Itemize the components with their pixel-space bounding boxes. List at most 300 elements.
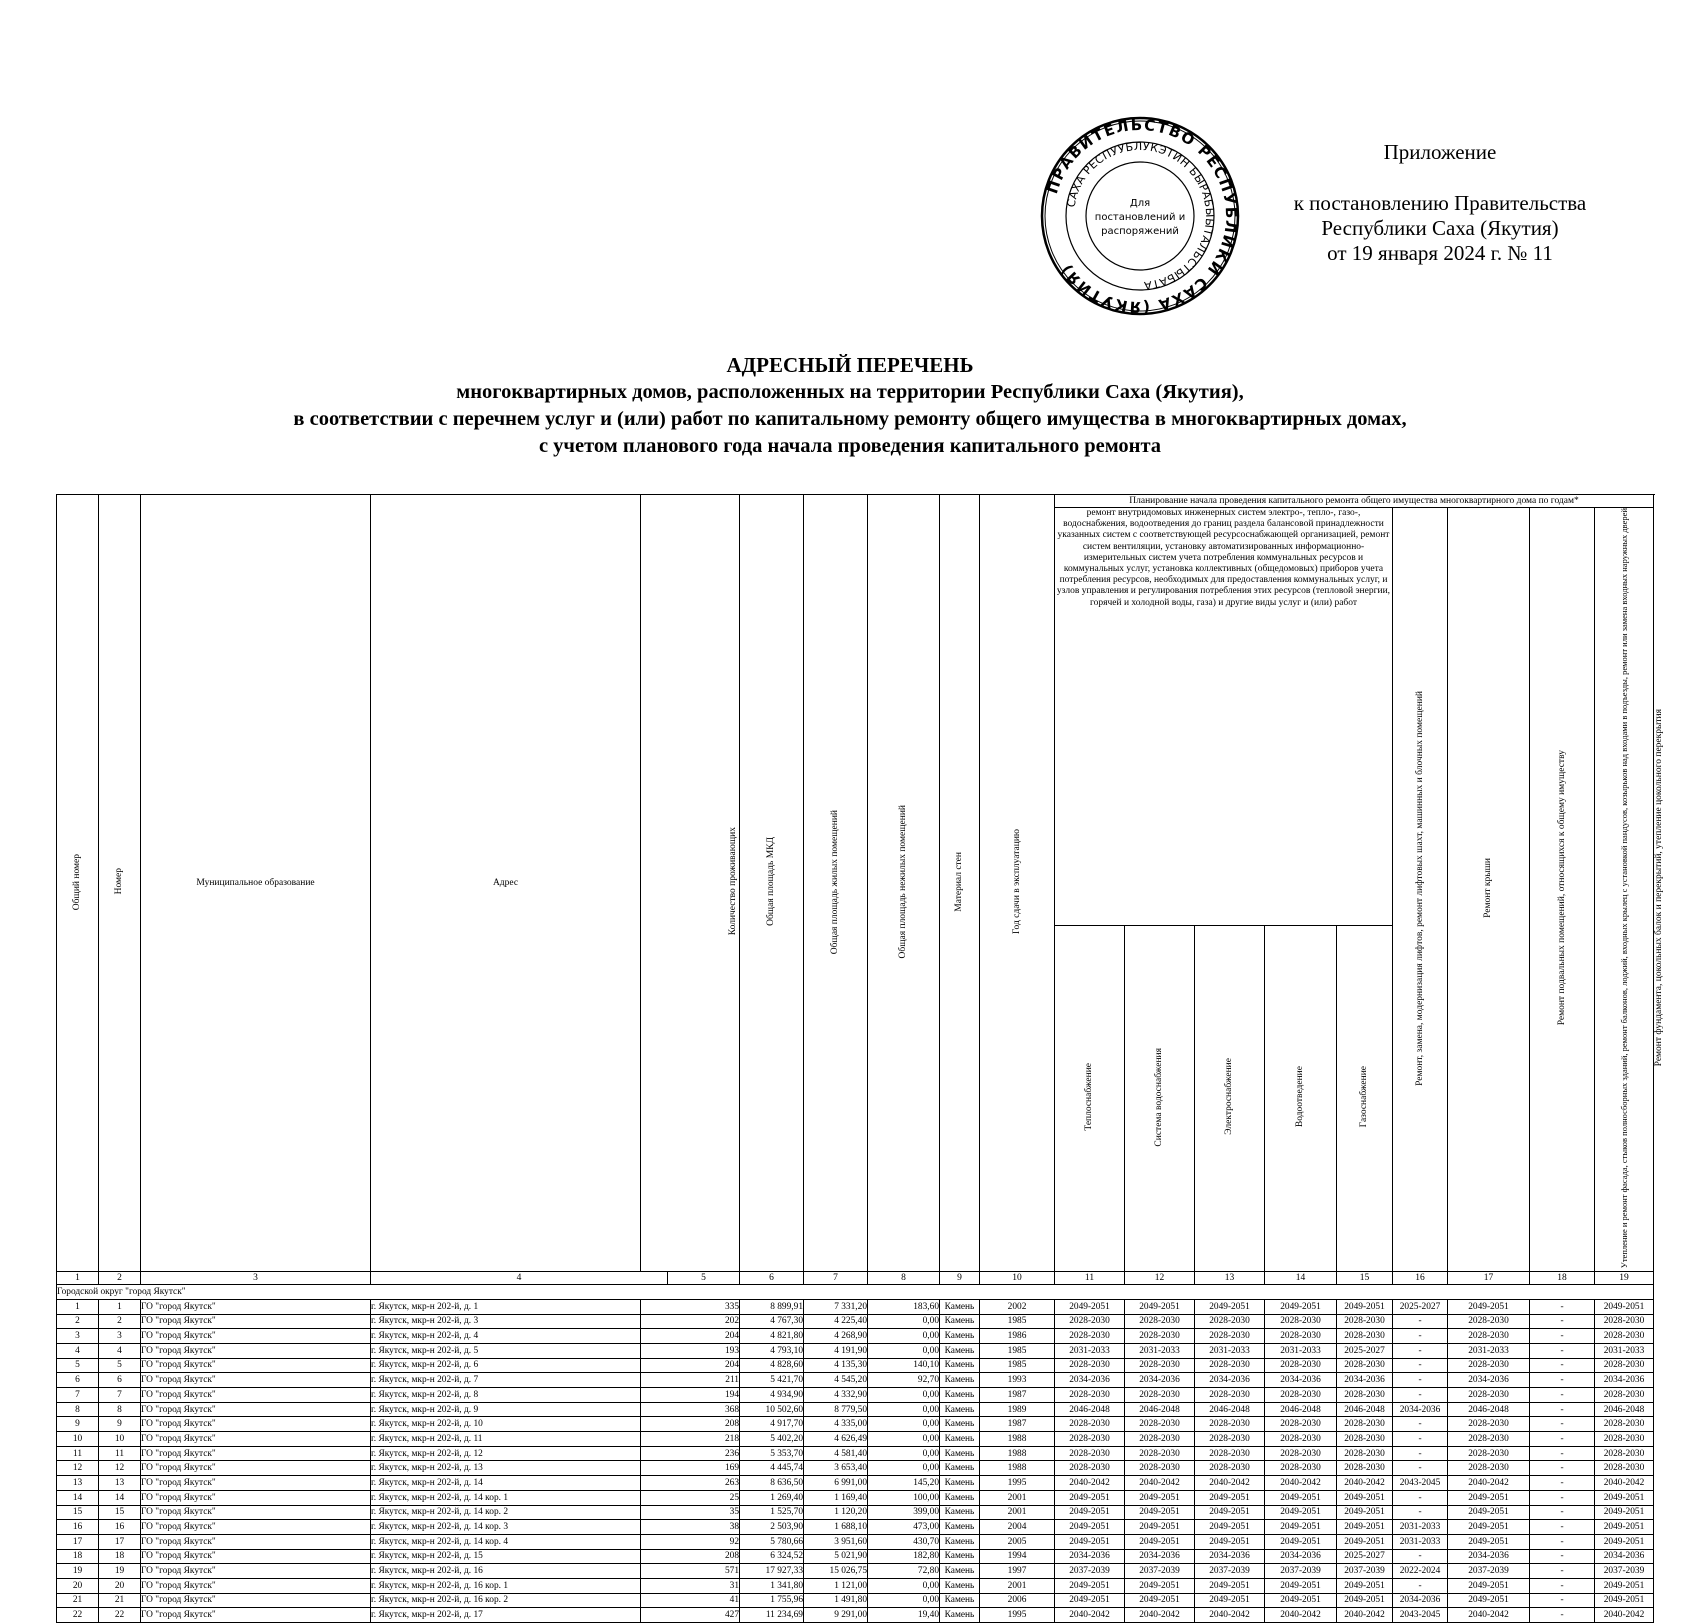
- general-no-cell: 13: [57, 1476, 99, 1491]
- wall-material-cell: Камень: [940, 1432, 980, 1447]
- heat-cell: 2049-2051: [1055, 1578, 1125, 1593]
- living-area-cell: 4 335,00: [804, 1417, 868, 1432]
- municipality-cell: ГО "город Якутск": [141, 1534, 371, 1549]
- basement-cell: -: [1530, 1417, 1595, 1432]
- wall-material-cell: Камень: [940, 1520, 980, 1535]
- heat-cell: 2031-2033: [1055, 1343, 1125, 1358]
- seal-inner-text: САХА РЕСПУУБЛУКЭТИН БЫРАБЫЫТАЛЬСТЫБАТА: [1064, 139, 1217, 292]
- total-area-cell: 4 917,70: [740, 1417, 804, 1432]
- group-label: Городской округ "город Якутск": [57, 1285, 1654, 1300]
- living-area-cell: 4 268,90: [804, 1329, 868, 1344]
- lifts-cell: -: [1393, 1505, 1448, 1520]
- total-area-cell: 2 503,90: [740, 1520, 804, 1535]
- basement-cell: -: [1530, 1373, 1595, 1388]
- lifts-cell: -: [1393, 1490, 1448, 1505]
- residents-cell: 263: [641, 1476, 740, 1491]
- general-no-cell: 5: [57, 1358, 99, 1373]
- wall-material-cell: Камень: [940, 1564, 980, 1579]
- total-area-cell: 4 793,10: [740, 1343, 804, 1358]
- address-cell: г. Якутск, мкр-н 202-й, д. 14 кор. 1: [371, 1490, 641, 1505]
- roof-cell: 2031-2033: [1448, 1343, 1530, 1358]
- heat-cell: 2028-2030: [1055, 1314, 1125, 1329]
- water-cell: 2034-2036: [1125, 1373, 1195, 1388]
- heat-cell: 2034-2036: [1055, 1373, 1125, 1388]
- roof-cell: 2040-2042: [1448, 1608, 1530, 1623]
- column-number-row: [57, 1272, 1654, 1285]
- address-cell: г. Якутск, мкр-н 202-й, д. 16 кор. 2: [371, 1593, 641, 1608]
- basement-cell: -: [1530, 1578, 1595, 1593]
- wall-material-cell: Камень: [940, 1446, 980, 1461]
- gas-cell: 2028-2030: [1337, 1446, 1393, 1461]
- year-cell: 1997: [980, 1564, 1055, 1579]
- residents-cell: 211: [641, 1373, 740, 1388]
- address-cell: г. Якутск, мкр-н 202-й, д. 1: [371, 1299, 641, 1314]
- col-header-municipality: Муниципальное образование: [141, 495, 371, 1272]
- wall-material-cell: Камень: [940, 1329, 980, 1344]
- municipality-cell: ГО "город Якутск": [141, 1476, 371, 1491]
- basement-cell: -: [1530, 1520, 1595, 1535]
- column-number: 2: [99, 1272, 141, 1285]
- nonliving-area-cell: 183,60: [868, 1299, 940, 1314]
- water-cell: 2028-2030: [1125, 1446, 1195, 1461]
- heat-cell: 2028-2030: [1055, 1417, 1125, 1432]
- appendix-block: [1230, 140, 1650, 266]
- basement-cell: -: [1530, 1314, 1595, 1329]
- facade-cell: 2028-2030: [1595, 1461, 1654, 1476]
- roof-cell: 2028-2030: [1448, 1358, 1530, 1373]
- municipality-cell: ГО "город Якутск": [141, 1490, 371, 1505]
- facade-cell: 2028-2030: [1595, 1432, 1654, 1447]
- basement-cell: -: [1530, 1329, 1595, 1344]
- water-cell: 2028-2030: [1125, 1314, 1195, 1329]
- electric-cell: 2049-2051: [1195, 1490, 1265, 1505]
- no-cell: 12: [99, 1461, 141, 1476]
- general-no-cell: 1: [57, 1299, 99, 1314]
- living-area-cell: 3 653,40: [804, 1461, 868, 1476]
- basement-cell: -: [1530, 1402, 1595, 1417]
- facade-cell: 2040-2042: [1595, 1608, 1654, 1623]
- address-cell: г. Якутск, мкр-н 202-й, д. 11: [371, 1432, 641, 1447]
- heat-cell: 2028-2030: [1055, 1432, 1125, 1447]
- water-cell: 2049-2051: [1125, 1578, 1195, 1593]
- residents-cell: 38: [641, 1520, 740, 1535]
- municipality-cell: ГО "город Якутск": [141, 1417, 371, 1432]
- basement-cell: -: [1530, 1388, 1595, 1403]
- living-area-cell: 7 331,20: [804, 1299, 868, 1314]
- gas-cell: 2049-2051: [1337, 1299, 1393, 1314]
- gas-cell: 2049-2051: [1337, 1505, 1393, 1520]
- roof-cell: 2049-2051: [1448, 1299, 1530, 1314]
- table-row: [57, 1490, 1654, 1505]
- lifts-cell: -: [1393, 1314, 1448, 1329]
- gas-cell: 2049-2051: [1337, 1534, 1393, 1549]
- col-header-basement: Ремонт подвальных помещений, относящихся к общему имуществу: [1530, 508, 1595, 1272]
- column-number: 3: [141, 1272, 371, 1285]
- wall-material-cell: Камень: [940, 1417, 980, 1432]
- living-area-cell: 9 291,00: [804, 1608, 868, 1623]
- table-row: [57, 1373, 1654, 1388]
- residents-cell: 193: [641, 1343, 740, 1358]
- heat-cell: 2040-2042: [1055, 1476, 1125, 1491]
- no-cell: 3: [99, 1329, 141, 1344]
- basement-cell: -: [1530, 1534, 1595, 1549]
- water-cell: 2028-2030: [1125, 1358, 1195, 1373]
- facade-cell: 2031-2033: [1595, 1343, 1654, 1358]
- municipality-cell: ГО "город Якутск": [141, 1329, 371, 1344]
- wall-material-cell: Камень: [940, 1461, 980, 1476]
- table-row: [57, 1432, 1654, 1447]
- facade-cell: 2049-2051: [1595, 1299, 1654, 1314]
- address-register-table: Общий номер Номер Муниципальное образование Адрес Количество проживающих Общая площадь МКД Общая площадь жилых помещений Общая площадь нежилых помещений Материал стен Год сдачи в эксплуатацию Планирование начала проведения капитального ремонта общего имущества многоквартирного дома по годам* ремонт внутридомовых инженерных систем электро-, тепло-, газо-, водоснабжения, водоотведения до границ раздела балансовой принадлежности указанных систем с соответствующей ресурсоснабжающей организацией, ремонт систем вентиляции, установку автоматизированных информационно-измерительных систем учета потребления коммунальных ресурсов и коммунальных услуг, установка коллективных (общедомовых) приборов учета потребления ресурсов, необходимых для предоставления коммунальных услуг, и узлов управления и регулирования потребления этих ресурсов (тепловой энергии, горячей и холодной воды, газа) и другие виды услуг и (или) работ Ремонт, замена, модернизация лифтов, ремонт лифтовых шахт, машинных и блочных помещений Ремонт крыши Ремонт подвальных помещений, относящихся к общему имуществу Утепление и ремонт фасада, стыков полносборных зданий, ремонт балконов, лоджий, входных крылец с установкой пандусов, козырьков над входами в подъезды, ремонт или замена входных наружных дверей Ремонт фундамента, цокольных балок и перекрытий, утепление цокольного перекрытия Теплоснабжение Система водоснабжения Электроснабжение Водоотведение Газоснабжение 1 2 3 4 5 6 7 8 9 10 11 12 13 14 15 16 17 18 19 Городской округ "город Якутск" 1 1 ГО "город Якутск" г. Якутск, мкр-н 202-й, д. 1 335 8 899,91 7 331,20 183,60 Камень 2002 2049-2051 2049-2051 2049-2051 2049-2051 2049-2051 2025-2027 2049-2051 - 2049-2051 2 2 ГО "город Якутск" г. Якутск, мкр-н 202-й, д. 3 202 4 767,30 4 225,40 0,00 Камень 1985 2028-2030 2028-2030 2028-2030 2028-2030 2028-2030 - 2028-2030 - 2028-2030 3 3 ГО "город Якутск" г. Якутск, мкр-н 202-й, д. 4 204 4 821,80 4 268,90 0,00 Камень 1986 2028-2030 2028-2030 2028-2030 2028-2030 2028-2030 - 2028-2030 - 2028-2030 4 4 ГО "город Якутск" г. Якутск, мкр-н 202-й, д. 5 193 4 793,10 4 191,90 0,00 Камень 1985 2031-2033 2031-2033 2031-2033 2031-2033 2025-2027 - 2031-2033 - 2031-2033 5 5 ГО "город Якутск" г. Якутск, мкр-н 202-й, д. 6 204 4 828,60 4 135,30 140,10 Камень 1985 2028-2030 2028-2030 2028-2030 2028-2030 2028-2030 - 2028-2030 - 2028-2030 6 6 ГО "город Якутск" г. Якутск, мкр-н 202-й, д. 7 211 5 421,70 4 545,20 92,70 Камень 1993 2034-2036 2034-2036 2034-2036 2034-2036 2034-2036 - 2034-2036 - 2034-2036 7 7 ГО "город Якутск" г. Якутск, мкр-н 202-й, д. 8 194 4 934,90 4 332,90 0,00 Камень 1987 2028-2030 2028-2030 2028-2030 2028-2030 2028-2030 - 2028-2030 - 2028-2030 8 8 ГО "город Якутск" г. Якутск, мкр-н 202-й, д. 9 368 10 502,60 8 779,50 0,00 Камень 1989 2046-2048 2046-2048 2046-2048 2046-2048 2046-2048 2034-2036 2046-2048 - 2046-2048 9 9 ГО "город Якутск" г. Якутск, мкр-н 202-й, д. 10 208 4 917,70 4 335,00 0,00 Камень 1987 2028-2030 2028-2030 2028-2030 2028-2030 2028-2030 - 2028-2030 - 2028-2030 10 10 ГО "город Якутск" г. Якутск, мкр-н 202-й, д. 11 218 5 402,20 4 626,49 0,00 Камень 1988 2028-2030 2028-2030 2028-2030 2028-2030 2028-2030 - 2028-2030 - 2028-2030 11 11 ГО "город Якутск" г. Якутск, мкр-н 202-й, д. 12 236 5 353,70 4 581,40 0,00 Камень 1988 2028-2030 2028-2030 2028-2030 2028-2030 2028-2030 - 2028-2030 - 2028-2030 12 12 ГО "город Якутск" г. Якутск, мкр-н 202-й, д. 13 169 4 445,74 3 653,40 0,00 Камень 1988 2028-2030 2028-2030 2028-2030 2028-2030 2028-2030 - 2028-2030 - 2028-2030 13 13 ГО "город Якутск" г. Якутск, мкр-н 202-й, д. 14 263 8 636,50 6 991,00 145,20 Камень 1995 2040-2042 2040-2042 2040-2042 2040-2042 2040-2042 2043-2045 2040-2042 - 2040-2042 14 14 ГО "город Якутск" г. Якутск, мкр-н 202-й, д. 14 кор. 1 25 1 269,40 1 169,40 100,00 Камень 2001 2049-2051 2049-2051 2049-2051 2049-2051 2049-2051 - 2049-2051 - 2049-2051 15 15 ГО "город Якутск" г. Якутск, мкр-н 202-й, д. 14 кор. 2 35 1 525,70 1 120,20 399,00 Камень 2001 2049-2051 2049-2051 2049-2051 2049-2051 2049-2051 - 2049-2051 - 2049-2051 16 16 ГО "город Якутск" г. Якутск, мкр-н 202-й, д. 14 кор. 3 38 2 503,90 1 688,10 473,00 Камень 2004 2049-2051 2049-2051 2049-2051 2049-2051 2049-2051 2031-2033 2049-2051 - 2049-2051 17 17 ГО "город Якутск" г. Якутск, мкр-н 202-й, д. 14 кор. 4 92 5 780,66 3 951,60 430,70 Камень 2005 2049-2051 2049-2051 2049-2051 2049-2051 2049-2051 2031-2033 2049-2051 - 2049-2051 18 18 ГО "город Якутск" г. Якутск, мкр-н 202-й, д. 15 208 6 324,52 5 021,90 182,80 Камень 1994 2034-2036 2034-2036 2034-2036 2034-2036 2025-2027 - 2034-2036 - 2034-2036 19 19 ГО "город Якутск" г. Якутск, мкр-н 202-й, д. 16 571 17 927,33 15 026,75 72,80 Камень 1997 2037-2039 2037-2039 2037-2039 2037-2039 2037-2039 2022-2024 2037-2039 - 2037-2039 20 20 ГО "город Якутск" г. Якутск, мкр-н 202-й, д. 16 кор. 1 31 1 341,80 1 121,00 0,00 Камень 2001 2049-2051 2049-2051 2049-2051 2049-2051 2049-2051 - 2049-2051 - 2049-2051 21 21 ГО "город Якутск" г. Якутск, мкр-н 202-й, д. 16 кор. 2 41 1 755,96 1 491,80 0,00 Камень 2006 2049-2051 2049-2051 2049-2051 2049-2051 2049-2051 2034-2036 2049-2051 - 2049-2051 22 22 ГО "город Якутск" г. Якутск, мкр-н 202-й, д. 17 427 11 234,69 9 291,00 19,40 Камень 1995 2040-2042 2040-2042 2040-2042 2040-2042 2040-2042 2043-2045 2040-2042 - 2040-2042: [56, 494, 1654, 1623]
- nonliving-area-cell: 19,40: [868, 1608, 940, 1623]
- residents-cell: 427: [641, 1608, 740, 1623]
- general-no-cell: 14: [57, 1490, 99, 1505]
- heat-cell: 2049-2051: [1055, 1520, 1125, 1535]
- municipality-cell: ГО "город Якутск": [141, 1373, 371, 1388]
- living-area-cell: 1 491,80: [804, 1593, 868, 1608]
- col-header-address: Адрес: [371, 495, 641, 1272]
- general-no-cell: 16: [57, 1520, 99, 1535]
- lifts-cell: 2043-2045: [1393, 1608, 1448, 1623]
- sewer-cell: 2028-2030: [1265, 1461, 1337, 1476]
- total-area-cell: 6 324,52: [740, 1549, 804, 1564]
- living-area-cell: 1 120,20: [804, 1505, 868, 1520]
- column-number: 14: [1265, 1272, 1337, 1285]
- wall-material-cell: Камень: [940, 1534, 980, 1549]
- electric-cell: 2040-2042: [1195, 1608, 1265, 1623]
- roof-cell: 2028-2030: [1448, 1432, 1530, 1447]
- nonliving-area-cell: 0,00: [868, 1314, 940, 1329]
- electric-cell: 2028-2030: [1195, 1446, 1265, 1461]
- no-cell: 4: [99, 1343, 141, 1358]
- nonliving-area-cell: 72,80: [868, 1564, 940, 1579]
- year-cell: 2001: [980, 1578, 1055, 1593]
- col-header-gas: Газоснабжение: [1337, 925, 1393, 1272]
- total-area-cell: 1 525,70: [740, 1505, 804, 1520]
- column-number: 17: [1448, 1272, 1530, 1285]
- general-no-cell: 8: [57, 1402, 99, 1417]
- municipality-cell: ГО "город Якутск": [141, 1402, 371, 1417]
- lifts-cell: 2031-2033: [1393, 1520, 1448, 1535]
- living-area-cell: 15 026,75: [804, 1564, 868, 1579]
- lifts-cell: -: [1393, 1329, 1448, 1344]
- no-cell: 22: [99, 1608, 141, 1623]
- year-cell: 1995: [980, 1476, 1055, 1491]
- col-header-water: Система водоснабжения: [1125, 925, 1195, 1272]
- residents-cell: 92: [641, 1534, 740, 1549]
- no-cell: 5: [99, 1358, 141, 1373]
- col-header-electric: Электроснабжение: [1195, 925, 1265, 1272]
- gas-cell: 2028-2030: [1337, 1329, 1393, 1344]
- address-cell: г. Якутск, мкр-н 202-й, д. 14 кор. 2: [371, 1505, 641, 1520]
- lifts-cell: -: [1393, 1343, 1448, 1358]
- no-cell: 18: [99, 1549, 141, 1564]
- lifts-cell: -: [1393, 1358, 1448, 1373]
- no-cell: 6: [99, 1373, 141, 1388]
- gas-cell: 2034-2036: [1337, 1373, 1393, 1388]
- table-row: [57, 1505, 1654, 1520]
- address-cell: г. Якутск, мкр-н 202-й, д. 4: [371, 1329, 641, 1344]
- gas-cell: 2028-2030: [1337, 1388, 1393, 1403]
- address-cell: г. Якутск, мкр-н 202-й, д. 13: [371, 1461, 641, 1476]
- electric-cell: 2028-2030: [1195, 1461, 1265, 1476]
- living-area-cell: 8 779,50: [804, 1402, 868, 1417]
- basement-cell: -: [1530, 1461, 1595, 1476]
- facade-cell: 2049-2051: [1595, 1578, 1654, 1593]
- table-row: [57, 1461, 1654, 1476]
- no-cell: 13: [99, 1476, 141, 1491]
- facade-cell: 2049-2051: [1595, 1520, 1654, 1535]
- water-cell: 2037-2039: [1125, 1564, 1195, 1579]
- address-cell: г. Якутск, мкр-н 202-й, д. 14 кор. 3: [371, 1520, 641, 1535]
- heat-cell: 2049-2051: [1055, 1593, 1125, 1608]
- roof-cell: 2049-2051: [1448, 1593, 1530, 1608]
- nonliving-area-cell: 0,00: [868, 1343, 940, 1358]
- table-row: [57, 1343, 1654, 1358]
- total-area-cell: 5 353,70: [740, 1446, 804, 1461]
- electric-cell: 2049-2051: [1195, 1520, 1265, 1535]
- year-cell: 2001: [980, 1505, 1055, 1520]
- table-row: [57, 1534, 1654, 1549]
- water-cell: 2028-2030: [1125, 1329, 1195, 1344]
- column-number: 9: [940, 1272, 980, 1285]
- water-cell: 2049-2051: [1125, 1534, 1195, 1549]
- address-cell: г. Якутск, мкр-н 202-й, д. 16 кор. 1: [371, 1578, 641, 1593]
- appendix-resolution: к постановлению Правительства: [1293, 191, 1587, 215]
- nonliving-area-cell: 0,00: [868, 1417, 940, 1432]
- table-row: [57, 1314, 1654, 1329]
- appendix-label: Приложение: [1383, 140, 1497, 164]
- gas-cell: 2040-2042: [1337, 1608, 1393, 1623]
- col-header-planning: Планирование начала проведения капитального ремонта общего имущества многоквартирного дома по годам*: [1055, 495, 1654, 508]
- no-cell: 11: [99, 1446, 141, 1461]
- electric-cell: 2028-2030: [1195, 1388, 1265, 1403]
- basement-cell: -: [1530, 1476, 1595, 1491]
- seal-center-line-3: распоряжений: [1101, 226, 1179, 237]
- column-number: 13: [1195, 1272, 1265, 1285]
- address-cell: г. Якутск, мкр-н 202-й, д. 16: [371, 1564, 641, 1579]
- col-header-general-no: Общий номер: [57, 495, 99, 1272]
- electric-cell: 2028-2030: [1195, 1314, 1265, 1329]
- roof-cell: 2049-2051: [1448, 1534, 1530, 1549]
- municipality-cell: ГО "город Якутск": [141, 1549, 371, 1564]
- table-row: [57, 1476, 1654, 1491]
- column-number: 5: [668, 1272, 740, 1285]
- facade-cell: 2037-2039: [1595, 1564, 1654, 1579]
- living-area-cell: 4 332,90: [804, 1388, 868, 1403]
- nonliving-area-cell: 0,00: [868, 1446, 940, 1461]
- address-cell: г. Якутск, мкр-н 202-й, д. 5: [371, 1343, 641, 1358]
- wall-material-cell: Камень: [940, 1490, 980, 1505]
- roof-cell: 2049-2051: [1448, 1578, 1530, 1593]
- sewer-cell: 2028-2030: [1265, 1446, 1337, 1461]
- lifts-cell: -: [1393, 1432, 1448, 1447]
- heat-cell: 2049-2051: [1055, 1534, 1125, 1549]
- table-row: [57, 1358, 1654, 1373]
- address-cell: г. Якутск, мкр-н 202-й, д. 15: [371, 1549, 641, 1564]
- roof-cell: 2040-2042: [1448, 1476, 1530, 1491]
- wall-material-cell: Камень: [940, 1608, 980, 1623]
- facade-cell: 2028-2030: [1595, 1388, 1654, 1403]
- general-no-cell: 15: [57, 1505, 99, 1520]
- nonliving-area-cell: 0,00: [868, 1578, 940, 1593]
- title-line-1: АДРЕСНЫЙ ПЕРЕЧЕНЬ: [726, 353, 974, 377]
- facade-cell: 2028-2030: [1595, 1417, 1654, 1432]
- heat-cell: 2028-2030: [1055, 1358, 1125, 1373]
- electric-cell: 2034-2036: [1195, 1549, 1265, 1564]
- residents-cell: 236: [641, 1446, 740, 1461]
- general-no-cell: 4: [57, 1343, 99, 1358]
- lifts-cell: 2025-2027: [1393, 1299, 1448, 1314]
- residents-cell: 31: [641, 1578, 740, 1593]
- table-row: [57, 1446, 1654, 1461]
- column-number: 8: [868, 1272, 940, 1285]
- roof-cell: 2046-2048: [1448, 1402, 1530, 1417]
- sewer-cell: 2049-2051: [1265, 1490, 1337, 1505]
- total-area-cell: 5 402,20: [740, 1432, 804, 1447]
- heat-cell: 2046-2048: [1055, 1402, 1125, 1417]
- electric-cell: 2049-2051: [1195, 1593, 1265, 1608]
- column-number: 18: [1530, 1272, 1595, 1285]
- nonliving-area-cell: 100,00: [868, 1490, 940, 1505]
- electric-cell: 2034-2036: [1195, 1373, 1265, 1388]
- living-area-cell: 4 545,20: [804, 1373, 868, 1388]
- gas-cell: 2049-2051: [1337, 1520, 1393, 1535]
- nonliving-area-cell: 92,70: [868, 1373, 940, 1388]
- water-cell: 2049-2051: [1125, 1299, 1195, 1314]
- municipality-cell: ГО "город Якутск": [141, 1578, 371, 1593]
- electric-cell: 2040-2042: [1195, 1476, 1265, 1491]
- table-row: [57, 1402, 1654, 1417]
- roof-cell: 2028-2030: [1448, 1417, 1530, 1432]
- table-row: [57, 1417, 1654, 1432]
- roof-cell: 2049-2051: [1448, 1490, 1530, 1505]
- heat-cell: 2028-2030: [1055, 1461, 1125, 1476]
- sewer-cell: 2049-2051: [1265, 1593, 1337, 1608]
- nonliving-area-cell: 182,80: [868, 1549, 940, 1564]
- electric-cell: 2031-2033: [1195, 1343, 1265, 1358]
- municipality-cell: ГО "город Якутск": [141, 1461, 371, 1476]
- gas-cell: 2025-2027: [1337, 1343, 1393, 1358]
- heat-cell: 2028-2030: [1055, 1446, 1125, 1461]
- general-no-cell: 17: [57, 1534, 99, 1549]
- roof-cell: 2028-2030: [1448, 1388, 1530, 1403]
- lifts-cell: 2031-2033: [1393, 1534, 1448, 1549]
- facade-cell: 2028-2030: [1595, 1314, 1654, 1329]
- appendix-republic: Республики Саха (Якутия): [1321, 216, 1559, 240]
- lifts-cell: 2034-2036: [1393, 1402, 1448, 1417]
- wall-material-cell: Камень: [940, 1402, 980, 1417]
- basement-cell: -: [1530, 1299, 1595, 1314]
- total-area-cell: 10 502,60: [740, 1402, 804, 1417]
- year-cell: 2006: [980, 1593, 1055, 1608]
- column-number: 11: [1055, 1272, 1125, 1285]
- basement-cell: -: [1530, 1564, 1595, 1579]
- no-cell: 2: [99, 1314, 141, 1329]
- electric-cell: 2046-2048: [1195, 1402, 1265, 1417]
- year-cell: 1985: [980, 1343, 1055, 1358]
- address-cell: г. Якутск, мкр-н 202-й, д. 10: [371, 1417, 641, 1432]
- roof-cell: 2034-2036: [1448, 1373, 1530, 1388]
- heat-cell: 2028-2030: [1055, 1329, 1125, 1344]
- official-seal: [1040, 116, 1240, 316]
- sewer-cell: 2049-2051: [1265, 1299, 1337, 1314]
- address-cell: г. Якутск, мкр-н 202-й, д. 8: [371, 1388, 641, 1403]
- sewer-cell: 2049-2051: [1265, 1534, 1337, 1549]
- facade-cell: 2046-2048: [1595, 1402, 1654, 1417]
- table-row: [57, 1578, 1654, 1593]
- column-number: 1: [57, 1272, 99, 1285]
- no-cell: 14: [99, 1490, 141, 1505]
- sewer-cell: 2049-2051: [1265, 1578, 1337, 1593]
- basement-cell: -: [1530, 1446, 1595, 1461]
- column-number: 19: [1595, 1272, 1654, 1285]
- living-area-cell: 4 191,90: [804, 1343, 868, 1358]
- roof-cell: 2028-2030: [1448, 1329, 1530, 1344]
- gas-cell: 2028-2030: [1337, 1461, 1393, 1476]
- total-area-cell: 8 899,91: [740, 1299, 804, 1314]
- general-no-cell: 22: [57, 1608, 99, 1623]
- sewer-cell: 2040-2042: [1265, 1608, 1337, 1623]
- gas-cell: 2049-2051: [1337, 1578, 1393, 1593]
- gas-cell: 2028-2030: [1337, 1432, 1393, 1447]
- appendix-date: от 19 января 2024 г. № 11: [1327, 241, 1553, 265]
- sewer-cell: 2037-2039: [1265, 1564, 1337, 1579]
- col-header-lifts: Ремонт, замена, модернизация лифтов, ремонт лифтовых шахт, машинных и блочных помещений: [1393, 508, 1448, 1272]
- col-header-facade: Утепление и ремонт фасада, стыков полносборных зданий, ремонт балконов, лоджий, входных крылец с установкой пандусов, козырьков над входами в подъезды, ремонт или замена входных наружных дверей: [1595, 508, 1654, 1272]
- sewer-cell: 2028-2030: [1265, 1417, 1337, 1432]
- facade-cell: 2049-2051: [1595, 1534, 1654, 1549]
- title-line-3: в соответствии с перечнем услуг и (или) работ по капитальному ремонту общего имущества в многоквартирных домах,: [293, 408, 1407, 430]
- total-area-cell: 4 767,30: [740, 1314, 804, 1329]
- facade-cell: 2049-2051: [1595, 1593, 1654, 1608]
- gas-cell: 2040-2042: [1337, 1476, 1393, 1491]
- col-header-roof: Ремонт крыши: [1448, 508, 1530, 1272]
- general-no-cell: 21: [57, 1593, 99, 1608]
- basement-cell: -: [1530, 1358, 1595, 1373]
- table-row: [57, 1564, 1654, 1579]
- general-no-cell: 9: [57, 1417, 99, 1432]
- residents-cell: 208: [641, 1417, 740, 1432]
- sewer-cell: 2028-2030: [1265, 1358, 1337, 1373]
- seal-center-line-1: Для: [1129, 198, 1151, 209]
- sewer-cell: 2046-2048: [1265, 1402, 1337, 1417]
- sewer-cell: 2031-2033: [1265, 1343, 1337, 1358]
- living-area-cell: 5 021,90: [804, 1549, 868, 1564]
- gas-cell: 2046-2048: [1337, 1402, 1393, 1417]
- facade-cell: 2028-2030: [1595, 1358, 1654, 1373]
- water-cell: 2040-2042: [1125, 1476, 1195, 1491]
- living-area-cell: 1 688,10: [804, 1520, 868, 1535]
- address-cell: г. Якутск, мкр-н 202-й, д. 3: [371, 1314, 641, 1329]
- lifts-cell: -: [1393, 1549, 1448, 1564]
- general-no-cell: 6: [57, 1373, 99, 1388]
- document-title: [60, 352, 1640, 460]
- column-number: 15: [1337, 1272, 1393, 1285]
- facade-cell: 2049-2051: [1595, 1490, 1654, 1505]
- general-no-cell: 19: [57, 1564, 99, 1579]
- nonliving-area-cell: 145,20: [868, 1476, 940, 1491]
- basement-cell: -: [1530, 1343, 1595, 1358]
- year-cell: 1989: [980, 1402, 1055, 1417]
- water-cell: 2049-2051: [1125, 1490, 1195, 1505]
- column-number: 7: [804, 1272, 868, 1285]
- electric-cell: 2028-2030: [1195, 1432, 1265, 1447]
- seal-outer-text: ПРАВИТЕЛЬСТВО РЕСПУБЛИКИ САХА (ЯКУТИЯ): [1043, 116, 1240, 316]
- water-cell: 2040-2042: [1125, 1608, 1195, 1623]
- no-cell: 20: [99, 1578, 141, 1593]
- table-row: [57, 1593, 1654, 1608]
